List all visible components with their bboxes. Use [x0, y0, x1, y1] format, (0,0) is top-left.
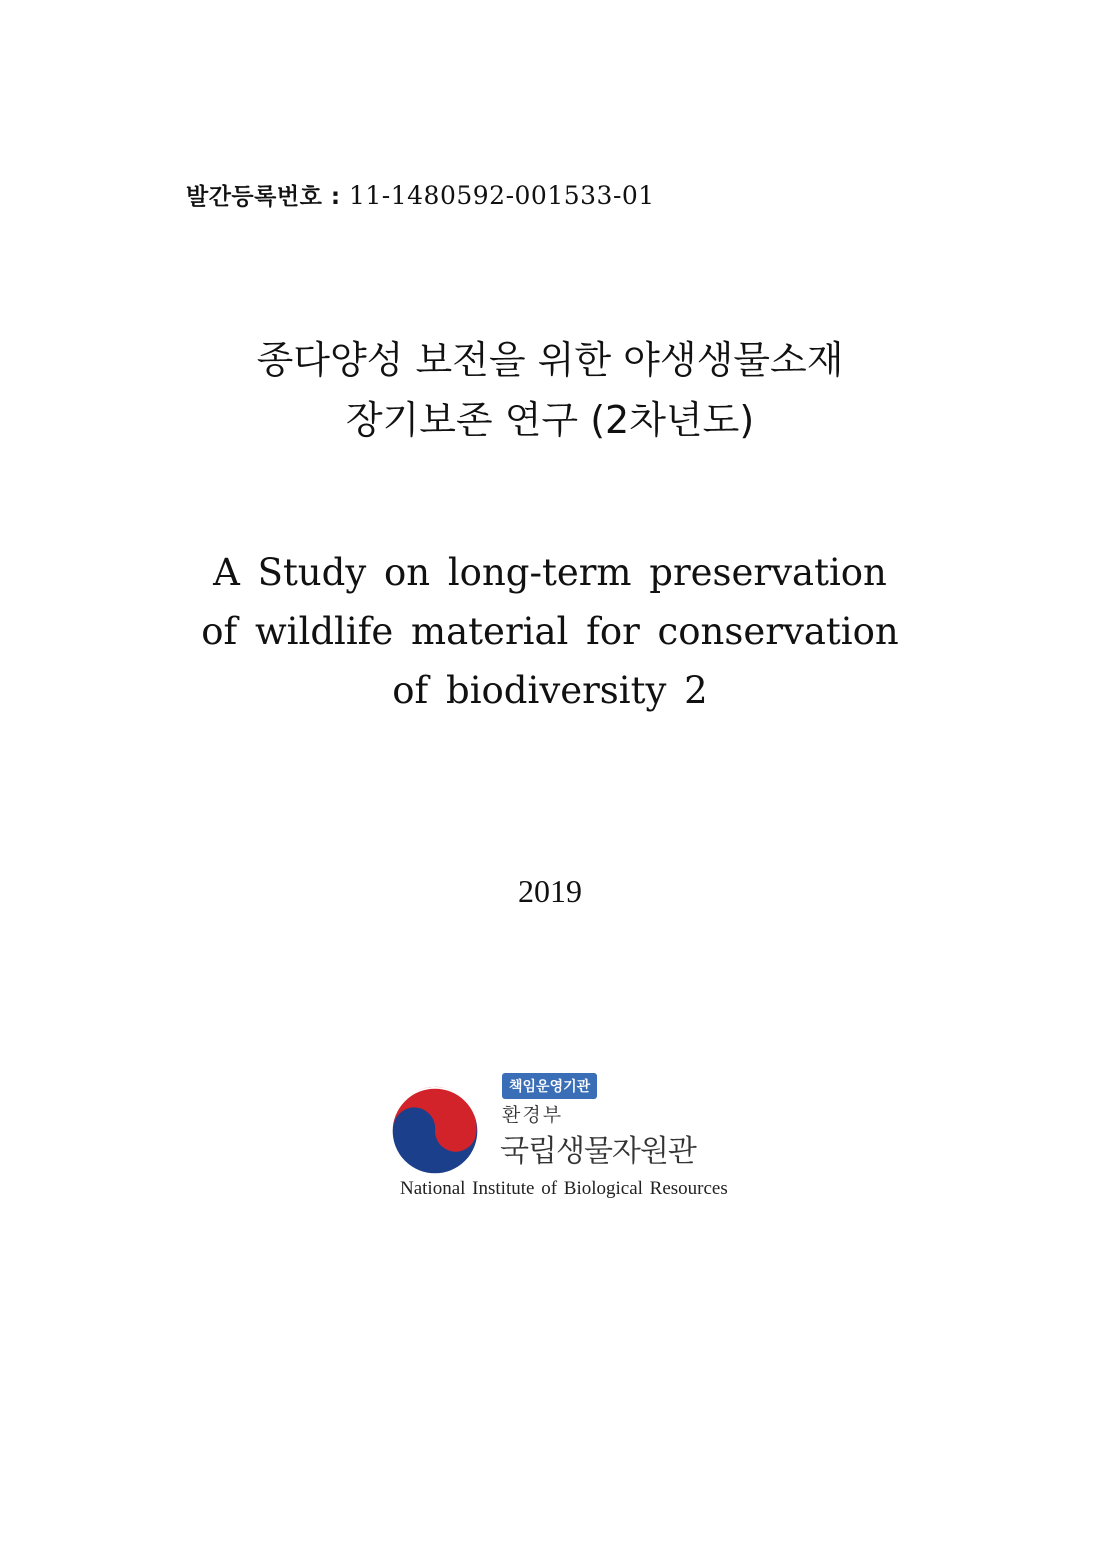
korean-title — [0, 330, 1100, 450]
english-title-line-2: of wildlife material for conservation — [201, 610, 899, 653]
english-title-line-1: A Study on long-term preservation — [213, 551, 887, 594]
registration-label: 발간등록번호 : — [186, 184, 341, 210]
english-title — [0, 543, 1100, 720]
institute-name-korean: 국립생물자원관 — [500, 1134, 696, 1169]
publisher-logo — [390, 1070, 728, 1210]
institute-name-english: National Institute of Biological Resources — [400, 1178, 728, 1199]
korean-title-line-2: 장기보존 연구 (2차년도) — [345, 398, 755, 442]
ministry-name: 환경부 — [502, 1104, 564, 1126]
agency-badge: 책임운영기관 — [502, 1073, 597, 1099]
registration-value: 11-1480592-001533-01 — [348, 181, 655, 210]
government-emblem-icon — [390, 1086, 480, 1176]
english-title-line-3: of biodiversity 2 — [392, 669, 708, 712]
korean-title-line-1: 종다양성 보전을 위한 야생생물소재 — [256, 338, 844, 382]
registration-number — [186, 178, 655, 211]
publication-year: 2019 — [518, 873, 582, 909]
